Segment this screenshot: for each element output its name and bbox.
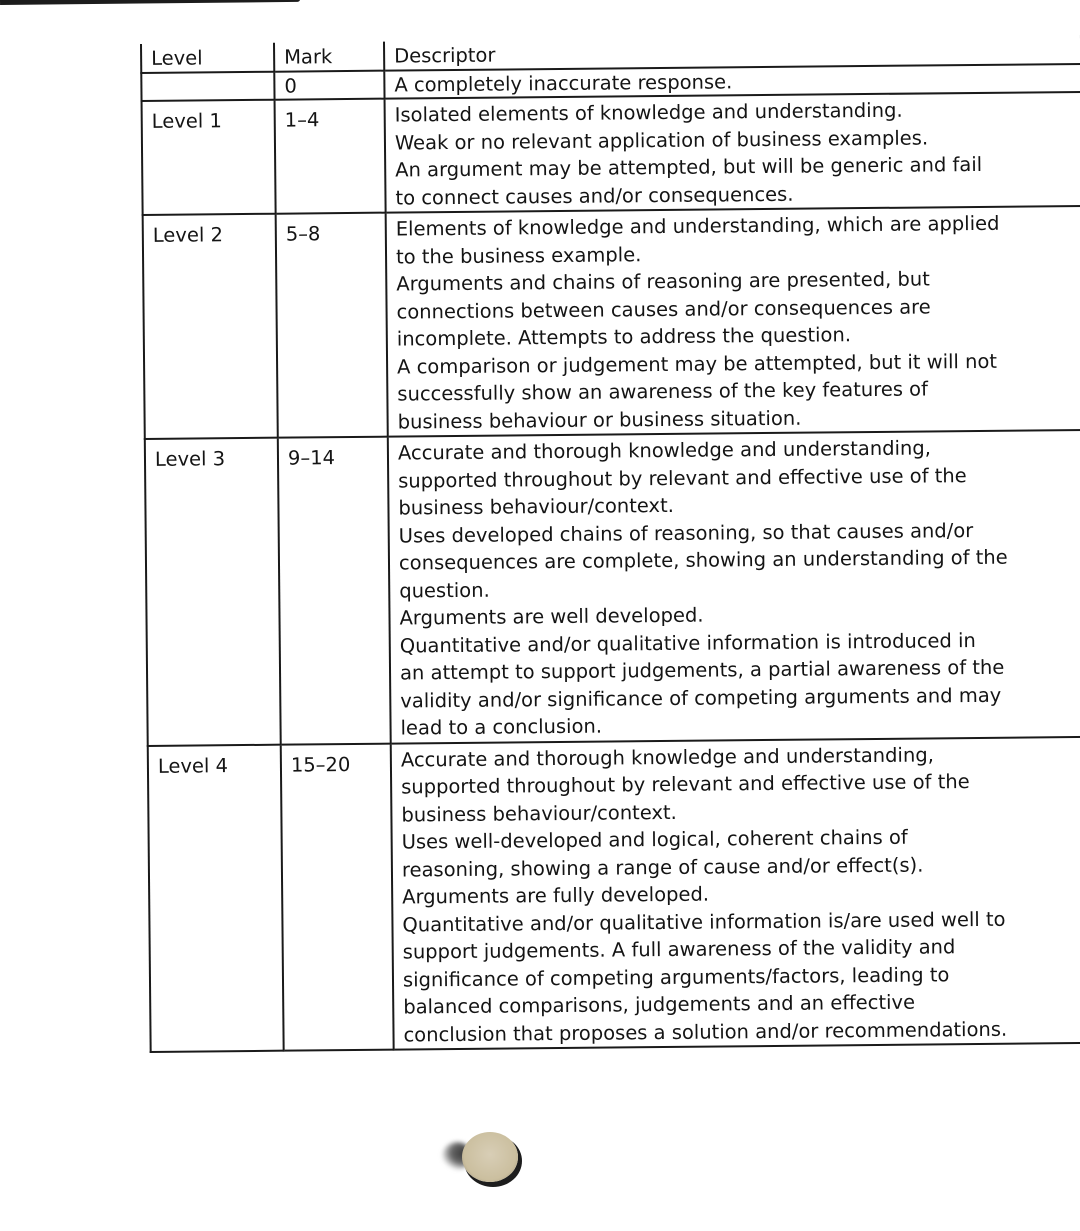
column-header-descriptor: Descriptor: [384, 35, 1080, 71]
descriptor-line: Quantitative and/or qualitative information is/are used well to: [402, 907, 1006, 937]
descriptor-line: A comparison or judgement may be attempted, but it will not: [396, 349, 998, 379]
table-row: [142, 92, 1080, 215]
mark-range-cell: 15–20: [281, 743, 394, 1051]
descriptor-line: to the business example.: [395, 242, 642, 269]
descriptor-line: balanced comparisons, judgements and an effective: [403, 990, 916, 1019]
table-row: [145, 430, 1080, 746]
table-row: [143, 206, 1080, 439]
descriptor-line: A completely inaccurate response.: [394, 70, 733, 97]
column-header-level: Level: [141, 43, 274, 73]
descriptor-line: Weak or no relevant application of business examples.: [394, 125, 929, 155]
descriptor-line: business behaviour/context.: [401, 800, 677, 827]
descriptor-line: connections between causes and/or consequences are: [396, 294, 931, 324]
level-cell: Level 3: [145, 438, 281, 746]
descriptor-line: successfully show an awareness of the key features of: [397, 377, 929, 406]
top-divider-line: [0, 0, 300, 5]
descriptor-line: lead to a conclusion.: [400, 714, 603, 740]
descriptor-line: An argument may be attempted, but will be generic and fail: [395, 152, 983, 182]
mark-scheme-sheet: [140, 35, 1080, 1053]
descriptor-line: support judgements. A full awareness of the validity and: [402, 935, 956, 964]
descriptor-line: significance of competing arguments/factors, leading to: [402, 962, 950, 992]
descriptor-line: reasoning, showing a range of cause and/or effect(s).: [401, 853, 924, 882]
descriptor-line: supported throughout by relevant and effective use of the: [401, 770, 970, 799]
descriptor-line: consequences are complete, showing an understanding of the: [398, 545, 1008, 575]
hole-paper-disc: [462, 1132, 518, 1182]
descriptor-line: supported throughout by relevant and effective use of the: [398, 463, 967, 493]
descriptor-line: an attempt to support judgements, a partial awareness of the: [399, 655, 1005, 685]
descriptor-line: validity and/or significance of competing arguments and may: [400, 683, 1002, 713]
mark-range-cell: 1–4: [275, 99, 386, 214]
punched-hole: [462, 1132, 520, 1184]
table-row: [148, 736, 1080, 1052]
descriptor-cell: [391, 736, 1080, 1049]
descriptor-line: conclusion that proposes a solution and/or recommendations.: [403, 1017, 1008, 1047]
level-cell: Level 1: [142, 100, 276, 215]
mark-range-cell: 9–14: [278, 437, 391, 745]
descriptor-cell: [388, 430, 1080, 743]
descriptor-line: Isolated elements of knowledge and understanding.: [394, 98, 903, 127]
descriptor-line: Accurate and thorough knowledge and understanding,: [397, 436, 932, 465]
descriptor-line: Quantitative and/or qualitative information is introduced in: [399, 628, 976, 658]
descriptor-line: Accurate and thorough knowledge and understanding,: [400, 742, 934, 772]
descriptor-line: business behaviour or business situation.: [397, 406, 802, 434]
descriptor-cell: [386, 206, 1080, 437]
levels-marking-grid: [140, 35, 1080, 1053]
mark-range-cell: 5–8: [276, 213, 388, 438]
descriptor-line: Arguments are well developed.: [399, 603, 704, 630]
mark-range-cell: 0: [274, 71, 384, 100]
level-cell: [141, 72, 274, 101]
level-cell: Level 4: [148, 744, 284, 1052]
column-header-mark: Mark: [274, 42, 384, 72]
descriptor-line: to connect causes and/or consequences.: [395, 182, 794, 210]
descriptor-line: business behaviour/context.: [398, 493, 674, 520]
descriptor-line: Arguments and chains of reasoning are presented, but: [396, 267, 930, 296]
descriptor-line: Elements of knowledge and understanding, which are applied: [395, 211, 1000, 241]
descriptor-cell: [385, 92, 1080, 213]
descriptor-line: Uses well-developed and logical, coherent chains of: [401, 825, 908, 854]
descriptor-line: Uses developed chains of reasoning, so that causes and/or: [398, 518, 974, 548]
descriptor-line: incomplete. Attempts to address the question.: [396, 323, 852, 351]
descriptor-line: Arguments are fully developed.: [402, 882, 710, 909]
descriptor-line: question.: [399, 578, 490, 603]
level-cell: Level 2: [143, 214, 278, 439]
